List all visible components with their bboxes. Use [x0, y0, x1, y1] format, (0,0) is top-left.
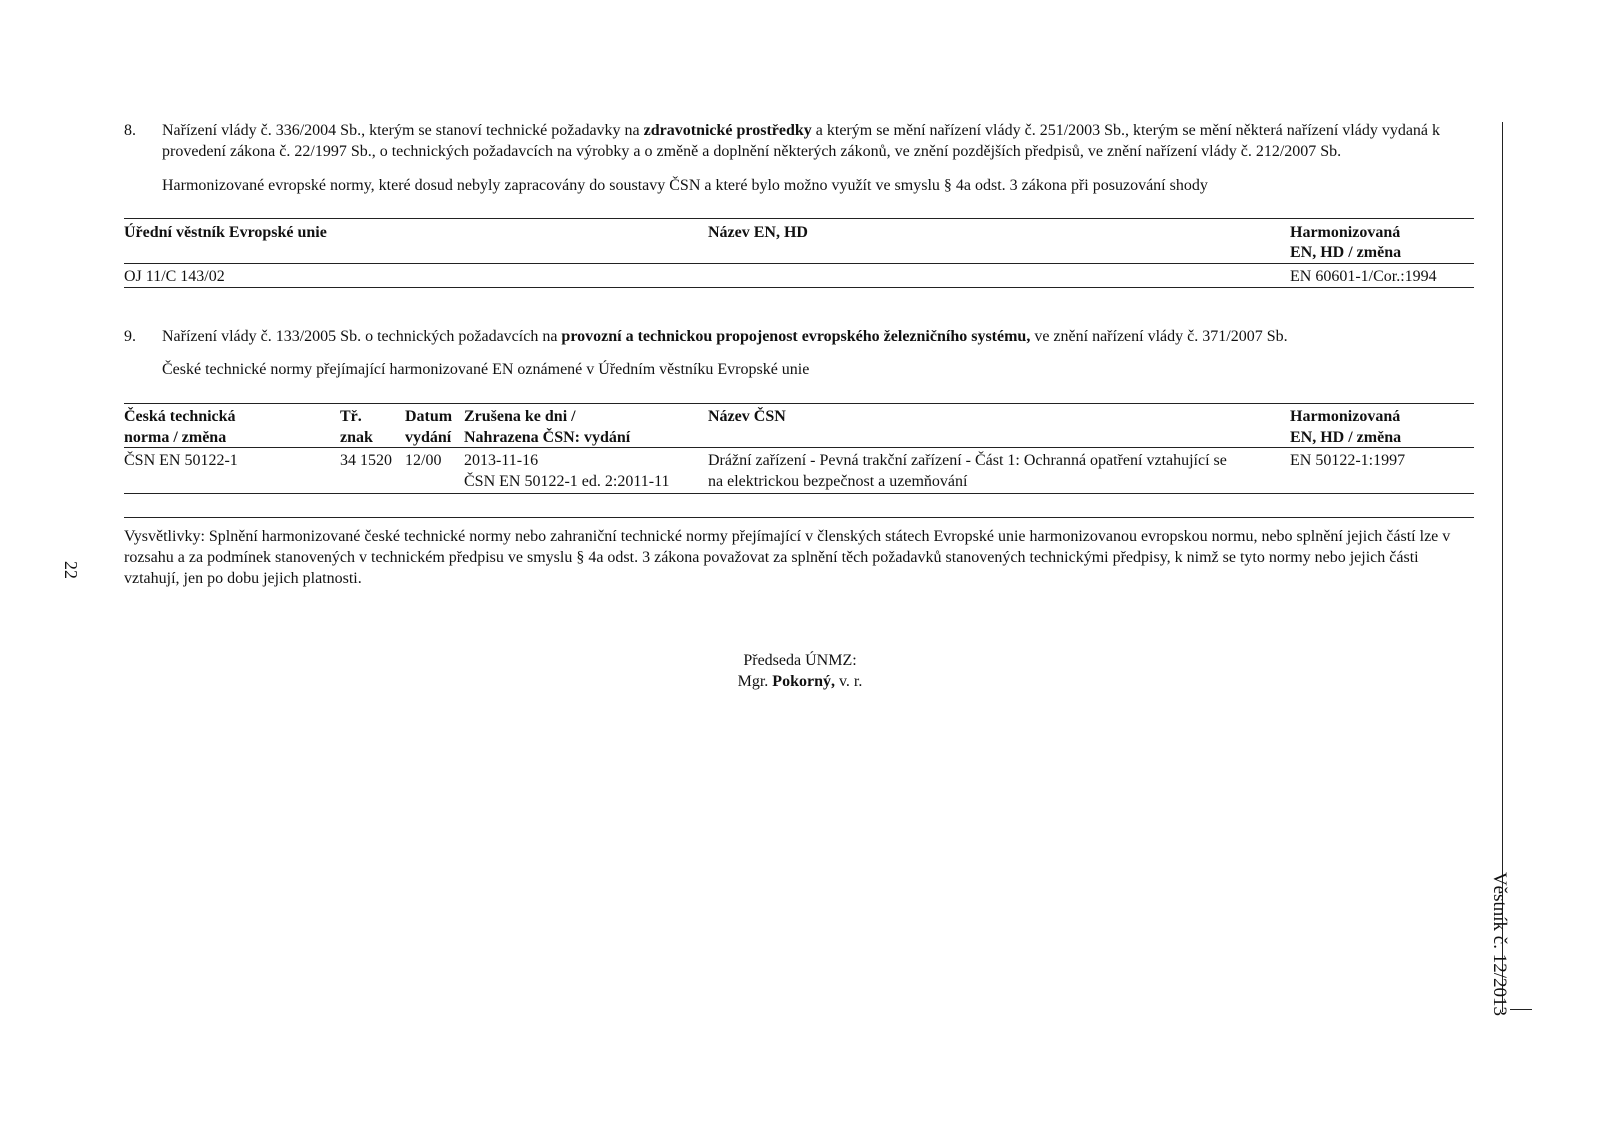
section-8-text — [162, 120, 1477, 162]
table-8-header-harm-line1: Harmonizovaná — [1290, 224, 1401, 241]
table-9-header-date-line2: vydání — [405, 429, 452, 446]
table-8-row-harm: EN 60601-1/Cor.:1994 — [1290, 268, 1437, 285]
table-8-header-rule — [124, 263, 1474, 264]
section-9-number: 9. — [124, 328, 136, 345]
table-9-row-name-line1: Drážní zařízení - Pevná trakční zařízení - Část 1: Ochranná opatření vztahující se — [708, 452, 1227, 469]
section-8-text-part1: Nařízení vlády č. 336/2004 Sb., kterým se stanoví technické požadavky na — [162, 122, 644, 139]
signature-prefix: Mgr. — [737, 673, 773, 690]
table-8-header-harm-line2: EN, HD / změna — [1290, 244, 1402, 261]
section-9-text-bold: provozní a technickou propojenost evropského železničního systému, — [561, 328, 1031, 345]
table-9-header-cancel-line1: Zrušena ke dni / — [464, 408, 576, 425]
section-8-text-part3: a kterým se mění nařízení vlády č. 251/2003 Sb., kterým se mění některá nařízení vlády vydaná k provedení zákona č. 22/1997 Sb., o technických požadavcích na výrobky a o změně a doplnění některých zákonů, ve znění pozdějších předpisů, ve znění nařízení vlády č. 212/2007 Sb. — [162, 122, 1441, 160]
journal-label-rule — [1510, 1009, 1532, 1010]
table-8-header-journal: Úřední věstník Evropské unie — [124, 224, 327, 241]
table-9-header-name: Název ČSN — [708, 408, 786, 425]
signature-name — [600, 671, 1000, 692]
footnote-text: Vysvětlivky: Splnění harmonizované české technické normy nebo zahraniční technické normy přejímající v členských státech Evropské unie harmonizovanou evropskou normu, nebo splnění jejich částí lze v rozsahu a za podmínek stanovených v technickém předpisu ve smyslu § 4a odst. 3 zákona považovat za splnění těch požadavků stanovených technickými předpisy, k nimž se tyto normy nebo jejich části vztahují, jen po dobu jejich platnosti. — [124, 528, 1451, 587]
journal-issue-label: Věstník č. 12/2013 — [1489, 871, 1510, 1017]
footnote-rule — [124, 517, 1474, 518]
table-8-header-name: Název EN, HD — [708, 224, 808, 241]
table-9-header-harm-line1: Harmonizovaná — [1290, 408, 1401, 425]
table-9-header-tr-line2: znak — [340, 429, 373, 446]
table-8-top-rule — [124, 218, 1474, 219]
table-9-bottom-rule — [124, 493, 1474, 494]
section-8-subtitle: Harmonizované evropské normy, které dosud nebyly zapracovány do soustavy ČSN a které bylo možno využít ve smyslu § 4a odst. 3 zákona při posuzování shody — [162, 177, 1208, 194]
table-9-row-date: 12/00 — [405, 452, 442, 469]
table-9-row-norm: ČSN EN 50122-1 — [124, 452, 238, 469]
page-number: 22 — [61, 561, 81, 579]
table-9-header-rule — [124, 447, 1474, 448]
table-9-header-norm-line1: Česká technická — [124, 408, 236, 425]
section-8-text-bold: zdravotnické prostředky — [643, 122, 812, 139]
signature-suffix: v. r. — [834, 673, 863, 690]
table-9-row-name-line2: na elektrickou bezpečnost a uzemňování — [708, 473, 968, 490]
table-9-row-cancel-line2: ČSN EN 50122-1 ed. 2:2011-11 — [464, 473, 670, 490]
section-9-text-part1: Nařízení vlády č. 133/2005 Sb. o technických požadavcích na — [162, 328, 562, 345]
section-9-text — [162, 326, 1477, 347]
section-9-text-part3: ve znění nařízení vlády č. 371/2007 Sb. — [1030, 328, 1288, 345]
table-9-header-harm-line2: EN, HD / změna — [1290, 429, 1402, 446]
signature-title: Předseda ÚNMZ: — [743, 652, 857, 669]
table-9-top-rule — [124, 403, 1474, 404]
table-9-row-tr: 34 1520 — [340, 452, 392, 469]
table-9-header-cancel-line2: Nahrazena ČSN: vydání — [464, 429, 631, 446]
table-9-row-cancel-line1: 2013-11-16 — [464, 452, 539, 469]
table-9-header-norm-line2: norma / změna — [124, 429, 227, 446]
table-9-header-tr-line1: Tř. — [340, 408, 362, 425]
table-8-row-journal: OJ 11/C 143/02 — [124, 268, 225, 285]
section-9-subtitle: České technické normy přejímající harmonizované EN oznámené v Úředním věstníku Evropské unie — [162, 361, 810, 378]
table-9-row-harm: EN 50122-1:1997 — [1290, 452, 1406, 469]
table-8-bottom-rule — [124, 287, 1474, 288]
section-8-number: 8. — [124, 122, 136, 139]
signature-surname: Pokorný, — [772, 673, 835, 690]
table-9-header-date-line1: Datum — [405, 408, 453, 425]
